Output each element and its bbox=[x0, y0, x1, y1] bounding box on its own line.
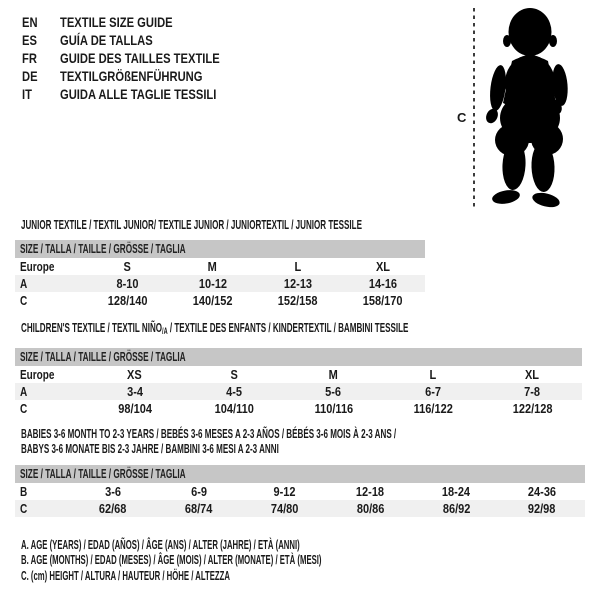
lang-label: GUIDA ALLE TAGLIE TESSILI bbox=[60, 86, 217, 102]
table-cell: XL bbox=[375, 259, 390, 274]
babies-size-table bbox=[15, 465, 585, 517]
table-cell: 24-36 bbox=[527, 484, 557, 499]
lang-row-de bbox=[22, 67, 260, 85]
lang-label: TEXTILE SIZE GUIDE bbox=[60, 14, 173, 30]
table-cell: 86/92 bbox=[442, 501, 470, 516]
table-cell: 6-7 bbox=[424, 384, 441, 399]
table-cell: 98/104 bbox=[117, 401, 152, 416]
table-cell: 7-8 bbox=[524, 384, 541, 399]
table-row bbox=[15, 258, 425, 275]
table-cell: 12-13 bbox=[283, 276, 312, 291]
row-label: A bbox=[20, 276, 28, 291]
table-row bbox=[15, 400, 582, 417]
table-cell: 140/152 bbox=[192, 293, 233, 308]
table-cell: 80/86 bbox=[356, 501, 385, 516]
children-size-table bbox=[15, 348, 582, 417]
table-cell: XL bbox=[525, 367, 540, 382]
table-cell: S bbox=[123, 259, 132, 274]
row-label: C bbox=[20, 401, 28, 416]
table-cell: 74/80 bbox=[270, 501, 299, 516]
table-row bbox=[15, 292, 425, 309]
table-cell: 68/74 bbox=[184, 501, 213, 516]
table-cell: L bbox=[429, 367, 437, 382]
children-table-title: CHILDREN'S TEXTILE / TEXTIL $NIÑO_{/A}$ / TEXTILE DES ENFANTS / KINDERTEXTIL / BAMBINI TESSILE bbox=[21, 320, 409, 336]
size-header-band: SIZE / TALLA / TAILLE / GRÖSSE / TAGLIA bbox=[15, 465, 585, 483]
baby-silhouette-icon bbox=[482, 5, 577, 210]
table-cell: M bbox=[328, 367, 339, 382]
table-cell: 12-18 bbox=[356, 484, 385, 499]
lang-label: GUIDE DES TAILLES TEXTILE bbox=[60, 50, 220, 66]
table-row bbox=[15, 275, 425, 292]
table-cell: 14-16 bbox=[368, 276, 397, 291]
table-cell: L bbox=[294, 259, 301, 274]
table-row bbox=[15, 500, 585, 517]
row-label: Europe bbox=[20, 259, 55, 274]
footnote-age-months: B. AGE (MONTHS) / EDAD (MESES) / ÂGE (MOIS) / ALTER (MONATE) / ETÀ (MESI) bbox=[21, 553, 322, 568]
lang-code: EN bbox=[22, 14, 38, 30]
table-cell: 8-10 bbox=[116, 276, 139, 291]
lang-code: FR bbox=[22, 50, 37, 66]
row-label: B bbox=[20, 484, 28, 499]
lang-code: ES bbox=[22, 32, 37, 48]
table-cell: 18-24 bbox=[442, 484, 471, 499]
table-cell: 122/128 bbox=[512, 401, 553, 416]
table-cell: 116/122 bbox=[413, 401, 453, 416]
table-cell: 158/170 bbox=[362, 293, 403, 308]
row-label: A bbox=[20, 384, 28, 399]
table-cell: XS bbox=[127, 367, 143, 382]
footnote-height-cm: C. (cm) HEIGHT / ALTURA / HAUTEUR / HÖHE / ALTEZZA bbox=[21, 568, 230, 583]
row-label: C bbox=[20, 293, 28, 308]
table-cell: 9-12 bbox=[273, 484, 296, 499]
height-dashed-line bbox=[473, 8, 475, 208]
row-label: C bbox=[20, 501, 28, 516]
table-cell: 104/110 bbox=[214, 401, 254, 416]
lang-label: TEXTILGRÖßENFÜHRUNG bbox=[60, 68, 203, 84]
junior-size-table bbox=[15, 240, 425, 309]
table-cell: 5-6 bbox=[325, 384, 342, 399]
lang-label: GUÍA DE TALLAS bbox=[60, 32, 153, 48]
footnotes bbox=[21, 537, 506, 584]
table-cell: M bbox=[207, 259, 218, 274]
table-row bbox=[15, 366, 582, 383]
footnote-age-years: A. AGE (YEARS) / EDAD (AÑOS) / ÂGE (ANS) / ALTER (JAHRE) / ETÀ (ANNI) bbox=[21, 537, 300, 552]
language-list bbox=[22, 13, 260, 103]
table-cell: 128/140 bbox=[107, 293, 148, 308]
junior-table-title: JUNIOR TEXTILE / TEXTIL JUNIOR/ TEXTILE JUNIOR / JUNIORTEXTIL / JUNIOR TESSILE bbox=[21, 217, 362, 232]
height-measure-label: C bbox=[457, 110, 467, 125]
lang-row-it bbox=[22, 85, 260, 103]
row-label: Europe bbox=[20, 367, 55, 382]
babies-table-title: BABIES 3-6 MONTH TO 2-3 YEARS / BEBÉS 3-6 MESES A 2-3 AÑOS / BÉBÉS 3-6 MOIS À 2-3 ANS / BABYS 3-6 MONATE BIS 2-3 JAHRE / BAMBINI 3-6 MESI A 2-3 ANNI bbox=[21, 426, 397, 456]
table-cell: 92/98 bbox=[528, 501, 556, 516]
lang-code: DE bbox=[22, 68, 38, 84]
table-row bbox=[15, 383, 582, 400]
table-cell: 3-6 bbox=[104, 484, 121, 499]
table-cell: 4-5 bbox=[226, 384, 243, 399]
lang-row-es bbox=[22, 31, 260, 49]
table-cell: 10-12 bbox=[198, 276, 227, 291]
table-cell: 110/116 bbox=[314, 401, 353, 416]
lang-code: IT bbox=[22, 86, 32, 102]
lang-row-fr bbox=[22, 49, 260, 67]
lang-row-en bbox=[22, 13, 260, 31]
table-row bbox=[15, 483, 585, 500]
size-header-band: SIZE / TALLA / TAILLE / GRÖSSE / TAGLIA bbox=[15, 348, 582, 366]
baby-figure bbox=[452, 5, 597, 210]
table-cell: S bbox=[230, 367, 238, 382]
table-cell: 152/158 bbox=[277, 293, 318, 308]
size-header-band: SIZE / TALLA / TAILLE / GRÖSSE / TAGLIA bbox=[15, 240, 425, 258]
table-cell: 6-9 bbox=[190, 484, 207, 499]
table-cell: 3-4 bbox=[126, 384, 143, 399]
table-cell: 62/68 bbox=[99, 501, 127, 516]
